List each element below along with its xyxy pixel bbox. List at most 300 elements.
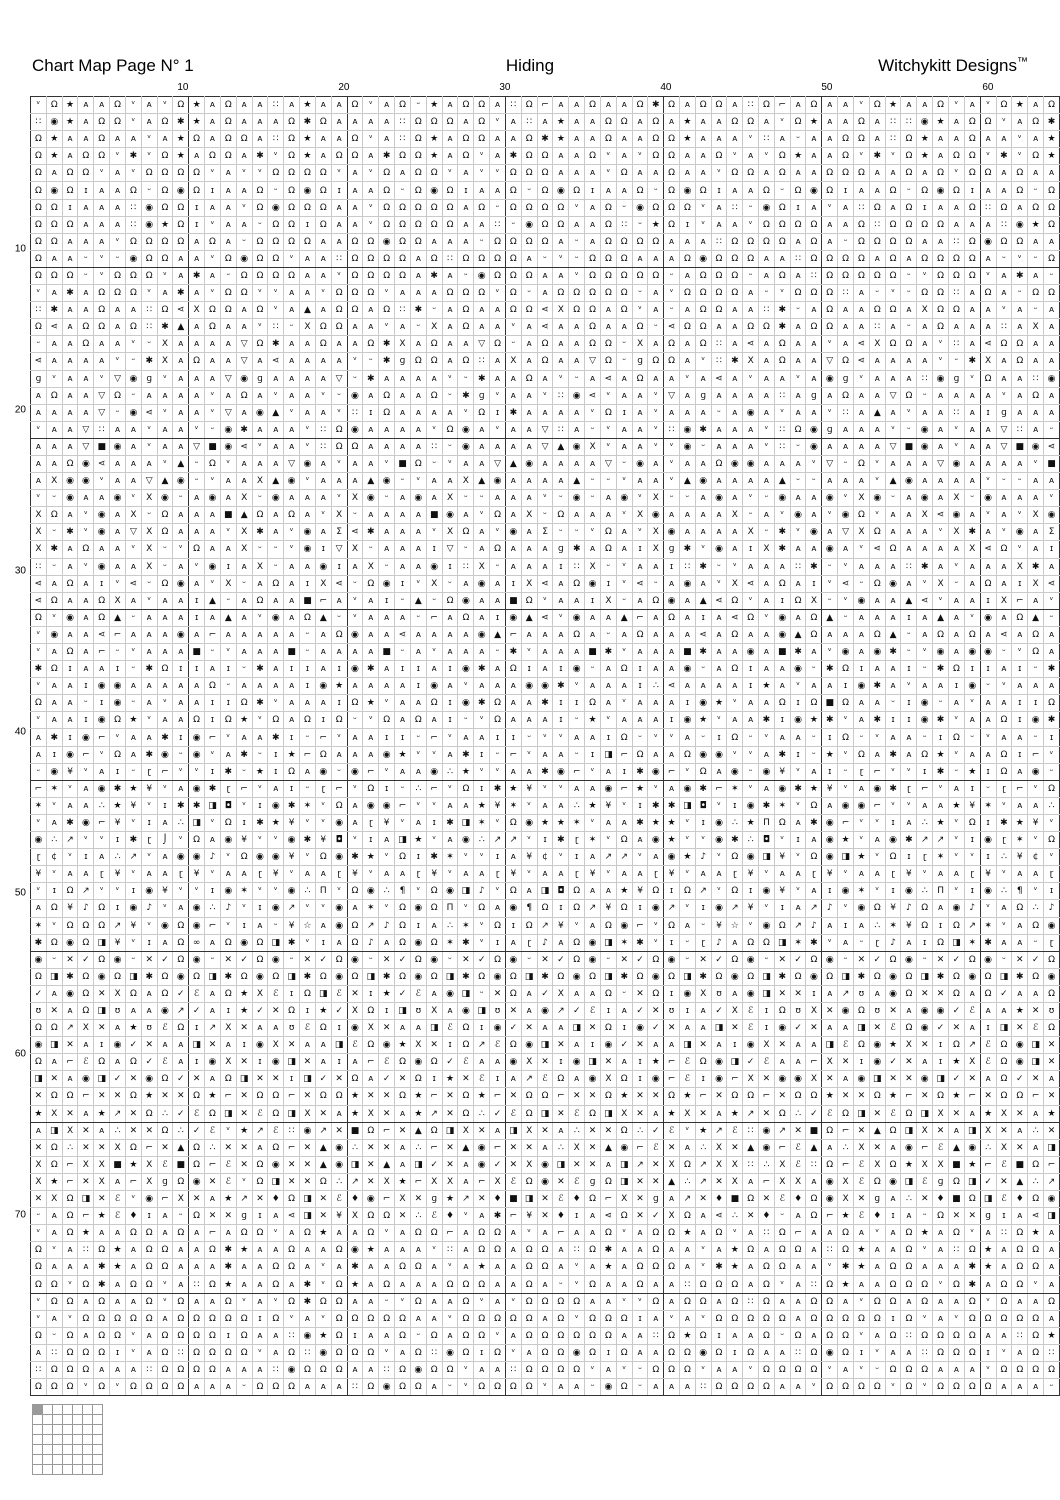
- chart-cell: ɪ: [664, 934, 680, 951]
- chart-cell: ᴀ: [664, 404, 680, 421]
- chart-cell: ◨: [553, 1156, 569, 1173]
- chart-cell: ✕: [743, 1208, 759, 1225]
- chart-cell: Ω: [505, 1037, 521, 1054]
- chart-cell: ¥: [157, 883, 173, 900]
- chart-cell: ᴀ: [46, 1310, 62, 1327]
- chart-cell: ✓: [743, 1054, 759, 1071]
- chart-cell: ᵕ: [569, 233, 585, 250]
- chart-cell: Χ: [964, 541, 980, 558]
- chart-cell: ᴀ: [537, 797, 553, 814]
- chart-cell: ◨: [917, 1105, 933, 1122]
- chart-cell: ◉: [822, 1191, 838, 1208]
- chart-cell: ▲: [315, 609, 331, 626]
- chart-cell: ◉: [664, 849, 680, 866]
- chart-cell: ᴀ: [1044, 319, 1060, 336]
- chart-cell: ✶: [933, 849, 949, 866]
- chart-cell: ᴀ: [521, 336, 537, 353]
- chart-cell: ✕: [980, 1088, 996, 1105]
- chart-cell: ᵛ: [490, 421, 506, 438]
- chart-cell: Ω: [363, 1225, 379, 1242]
- chart-cell: ᵛ: [363, 216, 379, 233]
- chart-cell: ᵛ: [664, 1310, 680, 1327]
- chart-cell: Ω: [901, 233, 917, 250]
- chart-cell: Ω: [189, 1139, 205, 1156]
- chart-cell: ᵛ: [474, 934, 490, 951]
- chart-cell: Ω: [933, 285, 949, 302]
- chart-cell: ▲: [157, 473, 173, 490]
- chart-cell: Ω: [410, 199, 426, 216]
- chart-cell: ◉: [632, 455, 648, 472]
- chart-cell: ᵛ: [220, 849, 236, 866]
- chart-cell: ✕: [94, 1020, 110, 1037]
- chart-cell: ¥: [632, 883, 648, 900]
- chart-cell: ᴀ: [474, 455, 490, 472]
- chart-row: [31, 1122, 1060, 1139]
- chart-cell: ★: [822, 746, 838, 763]
- chart-cell: ᴀ: [347, 644, 363, 661]
- chart-cell: ᵛ: [537, 780, 553, 797]
- chart-cell: Ω: [205, 678, 221, 695]
- chart-cell: ᴀ: [505, 131, 521, 148]
- chart-cell: Χ: [426, 575, 442, 592]
- chart-cell: ✱: [458, 934, 474, 951]
- chart-cell: ᴀ: [917, 1054, 933, 1071]
- chart-cell: ᴀ: [110, 336, 126, 353]
- chart-cell: ɪ: [537, 832, 553, 849]
- chart-cell: ◨: [869, 1071, 885, 1088]
- chart-cell: ɪ: [616, 404, 632, 421]
- chart-cell: ᴀ: [996, 575, 1012, 592]
- chart-cell: ɪ: [300, 661, 316, 678]
- chart-cell: ᴀ: [885, 1344, 901, 1361]
- chart-cell: ᵛ: [695, 1242, 711, 1259]
- chart-cell: ᵕ: [410, 97, 426, 114]
- chart-cell: ✕: [379, 1088, 395, 1105]
- chart-cell: ᴀ: [964, 319, 980, 336]
- chart-cell: ∷: [727, 199, 743, 216]
- chart-cell: Χ: [743, 1071, 759, 1088]
- chart-cell: ∷: [759, 1225, 775, 1242]
- chart-cell: ᴀ: [901, 575, 917, 592]
- chart-cell: ᵕ: [600, 951, 616, 968]
- chart-cell: ▽: [110, 370, 126, 387]
- chart-cell: ᴀ: [125, 1293, 141, 1310]
- chart-cell: Ω: [616, 661, 632, 678]
- chart-cell: Π: [933, 883, 949, 900]
- chart-cell: ɪ: [822, 883, 838, 900]
- chart-cell: Ω: [141, 165, 157, 182]
- chart-cell: ᴀ: [46, 712, 62, 729]
- chart-cell: ✱: [458, 387, 474, 404]
- chart-cell: ✕: [363, 1156, 379, 1173]
- chart-cell: ♪: [806, 917, 822, 934]
- chart-cell: ʊ: [141, 1020, 157, 1037]
- chart-cell: ✶: [854, 883, 870, 900]
- chart-cell: ✕: [648, 1088, 664, 1105]
- chart-cell: Χ: [236, 541, 252, 558]
- chart-cell: ✓: [790, 951, 806, 968]
- chart-cell: Ω: [62, 1191, 78, 1208]
- chart-cell: ✕: [205, 1208, 221, 1225]
- chart-cell: ᵛ: [949, 97, 965, 114]
- chart-cell: Ω: [315, 1361, 331, 1378]
- chart-cell: ᴀ: [474, 1361, 490, 1378]
- chart-cell: ᵛ: [600, 438, 616, 455]
- chart-cell: ᴀ: [442, 1002, 458, 1019]
- chart-cell: ✱: [62, 814, 78, 831]
- stitch-chart-grid[interactable]: [30, 96, 1060, 1396]
- chart-cell: Ω: [885, 541, 901, 558]
- chart-cell: ᵕ: [490, 746, 506, 763]
- chart-cell: ◨: [189, 1037, 205, 1054]
- chart-cell: ᴀ: [616, 1259, 632, 1276]
- chart-cell: ᴀ: [774, 455, 790, 472]
- chart-cell: ∴: [331, 1173, 347, 1190]
- chart-cell: ◉: [78, 455, 94, 472]
- chart-cell: ᵛ: [854, 1327, 870, 1344]
- chart-cell: ᴀ: [933, 438, 949, 455]
- chart-cell: Ω: [790, 216, 806, 233]
- chart-cell: ✕: [505, 1088, 521, 1105]
- chart-cell: ◉: [205, 558, 221, 575]
- chart-cell: ⋖: [236, 438, 252, 455]
- chart-cell: ▽: [94, 404, 110, 421]
- chart-cell: Χ: [315, 575, 331, 592]
- chart-cell: ∷: [885, 131, 901, 148]
- chart-cell: Χ: [727, 575, 743, 592]
- chart-cell: ∷: [1012, 421, 1028, 438]
- chart-cell: ◉: [268, 1156, 284, 1173]
- chart-cell: Ω: [901, 199, 917, 216]
- chart-cell: Ω: [537, 199, 553, 216]
- chart-cell: ᵕ: [236, 575, 252, 592]
- chart-cell: ᵕ: [774, 1208, 790, 1225]
- chart-cell: ᴀ: [62, 541, 78, 558]
- chart-cell: ᴀ: [790, 233, 806, 250]
- chart-cell: Ω: [31, 968, 47, 985]
- chart-cell: ◨: [600, 746, 616, 763]
- chart-cell: ᴀ: [996, 900, 1012, 917]
- chart-cell: ᴀ: [1028, 131, 1044, 148]
- chart-cell: Ω: [996, 746, 1012, 763]
- chart-cell: ▽: [220, 404, 236, 421]
- chart-cell: Ω: [410, 353, 426, 370]
- chart-cell: ᴀ: [585, 233, 601, 250]
- chart-cell: ᵛ: [1028, 780, 1044, 797]
- chart-cell: ᵛ: [505, 1344, 521, 1361]
- chart-cell: ✕: [949, 1105, 965, 1122]
- chart-cell: ᵕ: [695, 661, 711, 678]
- chart-cell: ∷: [268, 97, 284, 114]
- chart-cell: ∷: [774, 421, 790, 438]
- chart-cell: ᵛ: [949, 421, 965, 438]
- chart-cell: ᴀ: [410, 644, 426, 661]
- chart-cell: ɪ: [759, 1020, 775, 1037]
- chart-cell: ✕: [284, 1037, 300, 1054]
- chart-cell: ■: [806, 1122, 822, 1139]
- chart-cell: Ω: [727, 1088, 743, 1105]
- chart-cell: ✶: [980, 797, 996, 814]
- chart-cell: ᴀ: [743, 558, 759, 575]
- chart-cell: ◘: [220, 797, 236, 814]
- chart-cell: ★: [679, 1088, 695, 1105]
- chart-cell: ◨: [727, 1054, 743, 1071]
- chart-cell: ★: [949, 797, 965, 814]
- chart-cell: Ω: [585, 1276, 601, 1293]
- chart-cell: ɡ: [838, 370, 854, 387]
- chart-cell: ᴀ: [141, 387, 157, 404]
- chart-cell: ◨: [94, 1002, 110, 1019]
- chart-cell: ⌐: [205, 1225, 221, 1242]
- chart-cell: ℰ: [854, 1156, 870, 1173]
- chart-cell: Ω: [1044, 1020, 1060, 1037]
- chart-cell: Ω: [885, 849, 901, 866]
- chart-cell: Ω: [869, 97, 885, 114]
- chart-cell: Ω: [1012, 900, 1028, 917]
- chart-cell: ɪ: [379, 592, 395, 609]
- chart-cell: ɪ: [838, 182, 854, 199]
- chart-cell: ◉: [505, 1054, 521, 1071]
- chart-cell: ᴀ: [727, 934, 743, 951]
- chart-cell: ᴀ: [395, 695, 411, 712]
- chart-cell: ★: [125, 1020, 141, 1037]
- chart-cell: ✕: [600, 1122, 616, 1139]
- chart-cell: ᴀ: [838, 319, 854, 336]
- chart-cell: ✕: [727, 1139, 743, 1156]
- chart-cell: Ω: [110, 1310, 126, 1327]
- chart-cell: Ω: [474, 1276, 490, 1293]
- chart-cell: ᴀ: [347, 900, 363, 917]
- chart-cell: Ω: [125, 182, 141, 199]
- chart-cell: ᴀ: [268, 1208, 284, 1225]
- chart-cell: ᵛ: [964, 695, 980, 712]
- chart-cell: ◉: [790, 661, 806, 678]
- chart-cell: ᵕ: [268, 917, 284, 934]
- chart-cell: ᵕ: [743, 267, 759, 284]
- chart-cell: Ω: [78, 541, 94, 558]
- chart-cell: ℰ: [220, 1173, 236, 1190]
- chart-cell: ◉: [1044, 917, 1060, 934]
- chart-cell: ▽: [220, 370, 236, 387]
- chart-cell: ᴀ: [505, 695, 521, 712]
- chart-cell: ᴀ: [933, 421, 949, 438]
- chart-cell: ᵛ: [252, 319, 268, 336]
- chart-cell: ✕: [141, 1037, 157, 1054]
- chart-cell: ᵛ: [379, 1225, 395, 1242]
- chart-cell: Ω: [521, 1088, 537, 1105]
- chart-cell: ᵕ: [78, 695, 94, 712]
- chart-cell: ᴀ: [679, 1242, 695, 1259]
- chart-cell: ◨: [964, 1173, 980, 1190]
- chart-cell: ᵛ: [395, 1293, 411, 1310]
- chart-cell: ᴀ: [189, 404, 205, 421]
- chart-cell: Ω: [838, 1327, 854, 1344]
- chart-cell: ᴀ: [442, 473, 458, 490]
- chart-cell: ɪ: [220, 661, 236, 678]
- chart-cell: ᴀ: [648, 336, 664, 353]
- chart-cell: ℰ: [442, 1020, 458, 1037]
- chart-cell: ▲: [505, 455, 521, 472]
- chart-cell: Ω: [964, 131, 980, 148]
- chart-cell: ᴀ: [854, 182, 870, 199]
- chart-cell: Ω: [790, 285, 806, 302]
- chart-cell: ᵕ: [110, 404, 126, 421]
- chart-cell: ✱: [885, 746, 901, 763]
- chart-cell: ᴀ: [648, 712, 664, 729]
- chart-cell: Ω: [1012, 1276, 1028, 1293]
- chart-cell: ⌐: [94, 814, 110, 831]
- chart-cell: ᴀ: [806, 490, 822, 507]
- chart-cell: ᵕ: [395, 182, 411, 199]
- chart-cell: ᴀ: [553, 1259, 569, 1276]
- chart-cell: ◉: [426, 182, 442, 199]
- chart-cell: ᴀ: [854, 780, 870, 797]
- chart-cell: ᴀ: [569, 216, 585, 233]
- chart-table[interactable]: [30, 96, 1060, 1396]
- chart-cell: ★: [585, 797, 601, 814]
- chart-cell: ᴀ: [379, 1259, 395, 1276]
- chart-cell: ✓: [933, 1020, 949, 1037]
- chart-cell: Ω: [806, 695, 822, 712]
- chart-cell: ᵛ: [363, 712, 379, 729]
- chart-cell: Χ: [395, 1191, 411, 1208]
- chart-cell: ᵕ: [173, 746, 189, 763]
- chart-cell: ᴀ: [727, 678, 743, 695]
- chart-cell: ᴀ: [442, 336, 458, 353]
- chart-cell: ᴀ: [46, 1054, 62, 1071]
- chart-cell: ᵛ: [46, 609, 62, 626]
- chart-cell: ᵛ: [220, 455, 236, 472]
- chart-cell: ᴀ: [585, 131, 601, 148]
- chart-cell: Ω: [933, 302, 949, 319]
- chart-cell: ᴀ: [1028, 678, 1044, 695]
- chart-cell: ◉: [426, 678, 442, 695]
- chart-cell: ᴀ: [806, 148, 822, 165]
- chart-cell: ⌐: [759, 1088, 775, 1105]
- chart-cell: ✱: [300, 1276, 316, 1293]
- chart-cell: ⋖: [395, 626, 411, 643]
- chart-cell: ▲: [822, 609, 838, 626]
- chart-cell: ɪ: [1012, 575, 1028, 592]
- chart-cell: ᴀ: [205, 1191, 221, 1208]
- chart-cell: Ω: [616, 285, 632, 302]
- chart-cell: ★: [980, 1259, 996, 1276]
- chart-cell: ★: [1044, 131, 1060, 148]
- chart-cell: ᴀ: [347, 114, 363, 131]
- chart-cell: Ω: [869, 199, 885, 216]
- chart-cell: Ω: [996, 1276, 1012, 1293]
- chart-cell: ᴀ: [980, 626, 996, 643]
- chart-cell: ᴀ: [679, 524, 695, 541]
- chart-cell: ɪ: [679, 1002, 695, 1019]
- chart-cell: Ω: [78, 1002, 94, 1019]
- chart-cell: ✱: [474, 661, 490, 678]
- chart-cell: ᴀ: [46, 814, 62, 831]
- chart-cell: ᴀ: [980, 1225, 996, 1242]
- chart-cell: Ω: [315, 1173, 331, 1190]
- chart-cell: ᴀ: [220, 233, 236, 250]
- chart-cell: ᴀ: [790, 336, 806, 353]
- chart-cell: ᴀ: [806, 165, 822, 182]
- chart-cell: ⋖: [869, 541, 885, 558]
- chart-cell: ◉: [616, 1139, 632, 1156]
- chart-cell: ✓: [1028, 951, 1044, 968]
- chart-row: [31, 746, 1060, 763]
- chart-cell: ᴀ: [94, 233, 110, 250]
- chart-cell: ◉: [505, 951, 521, 968]
- chart-cell: ✕: [537, 1054, 553, 1071]
- chart-cell: ᵕ: [616, 455, 632, 472]
- chart-cell: Χ: [727, 507, 743, 524]
- chart-row: [31, 780, 1060, 797]
- chart-cell: ⌐: [553, 1225, 569, 1242]
- chart-cell: ᴀ: [94, 849, 110, 866]
- chart-cell: ᴀ: [695, 455, 711, 472]
- chart-cell: Ω: [553, 216, 569, 233]
- chart-cell: Ω: [648, 1225, 664, 1242]
- chart-cell: ᴀ: [1012, 1344, 1028, 1361]
- chart-cell: Ω: [205, 1105, 221, 1122]
- chart-cell: ᴀ: [220, 490, 236, 507]
- chart-cell: ✱: [474, 695, 490, 712]
- chart-cell: ᴀ: [1028, 1139, 1044, 1156]
- chart-cell: ᴀ: [585, 1259, 601, 1276]
- chart-row: [31, 541, 1060, 558]
- chart-cell: ᵛ: [885, 421, 901, 438]
- chart-cell: Ω: [1012, 165, 1028, 182]
- chart-cell: ★: [236, 1242, 252, 1259]
- chart-cell: ᴀ: [125, 1361, 141, 1378]
- chart-cell: Ω: [426, 165, 442, 182]
- chart-cell: ᵛ: [664, 285, 680, 302]
- chart-cell: ᴀ: [46, 285, 62, 302]
- chart-cell: ✓: [553, 951, 569, 968]
- chart-cell: ᴀ: [300, 1259, 316, 1276]
- chart-cell: ✶: [300, 797, 316, 814]
- chart-cell: ᴀ: [521, 490, 537, 507]
- chart-cell: Ω: [363, 1310, 379, 1327]
- chart-cell: ⌐: [379, 1122, 395, 1139]
- chart-cell: ᴀ: [125, 302, 141, 319]
- chart-cell: ɪ: [379, 780, 395, 797]
- chart-cell: ᵛ: [964, 1225, 980, 1242]
- chart-cell: ᴀ: [679, 267, 695, 284]
- chart-cell: ◨: [300, 1208, 316, 1225]
- chart-cell: Χ: [949, 490, 965, 507]
- chart-cell: ◉: [711, 832, 727, 849]
- chart-cell: Ω: [236, 1344, 252, 1361]
- chart-cell: ᴀ: [869, 592, 885, 609]
- chart-cell: Χ: [521, 1054, 537, 1071]
- chart-cell: Ω: [268, 216, 284, 233]
- chart-cell: ᴀ: [205, 97, 221, 114]
- chart-cell: ɪ: [917, 199, 933, 216]
- chart-cell: ᵛ: [743, 746, 759, 763]
- chart-cell: ◉: [743, 951, 759, 968]
- chart-cell: ℰ: [854, 1173, 870, 1190]
- chart-cell: ✱: [537, 763, 553, 780]
- chart-cell: ᴀ: [173, 1037, 189, 1054]
- chart-cell: ᴀ: [62, 507, 78, 524]
- chart-cell: ᴀ: [395, 763, 411, 780]
- chart-cell: ᴀ: [806, 541, 822, 558]
- chart-cell: ✕: [315, 1208, 331, 1225]
- chart-cell: ▽: [996, 421, 1012, 438]
- chart-cell: ◉: [94, 524, 110, 541]
- chart-cell: Ω: [822, 285, 838, 302]
- chart-cell: ✕: [252, 1191, 268, 1208]
- chart-cell: Ω: [521, 917, 537, 934]
